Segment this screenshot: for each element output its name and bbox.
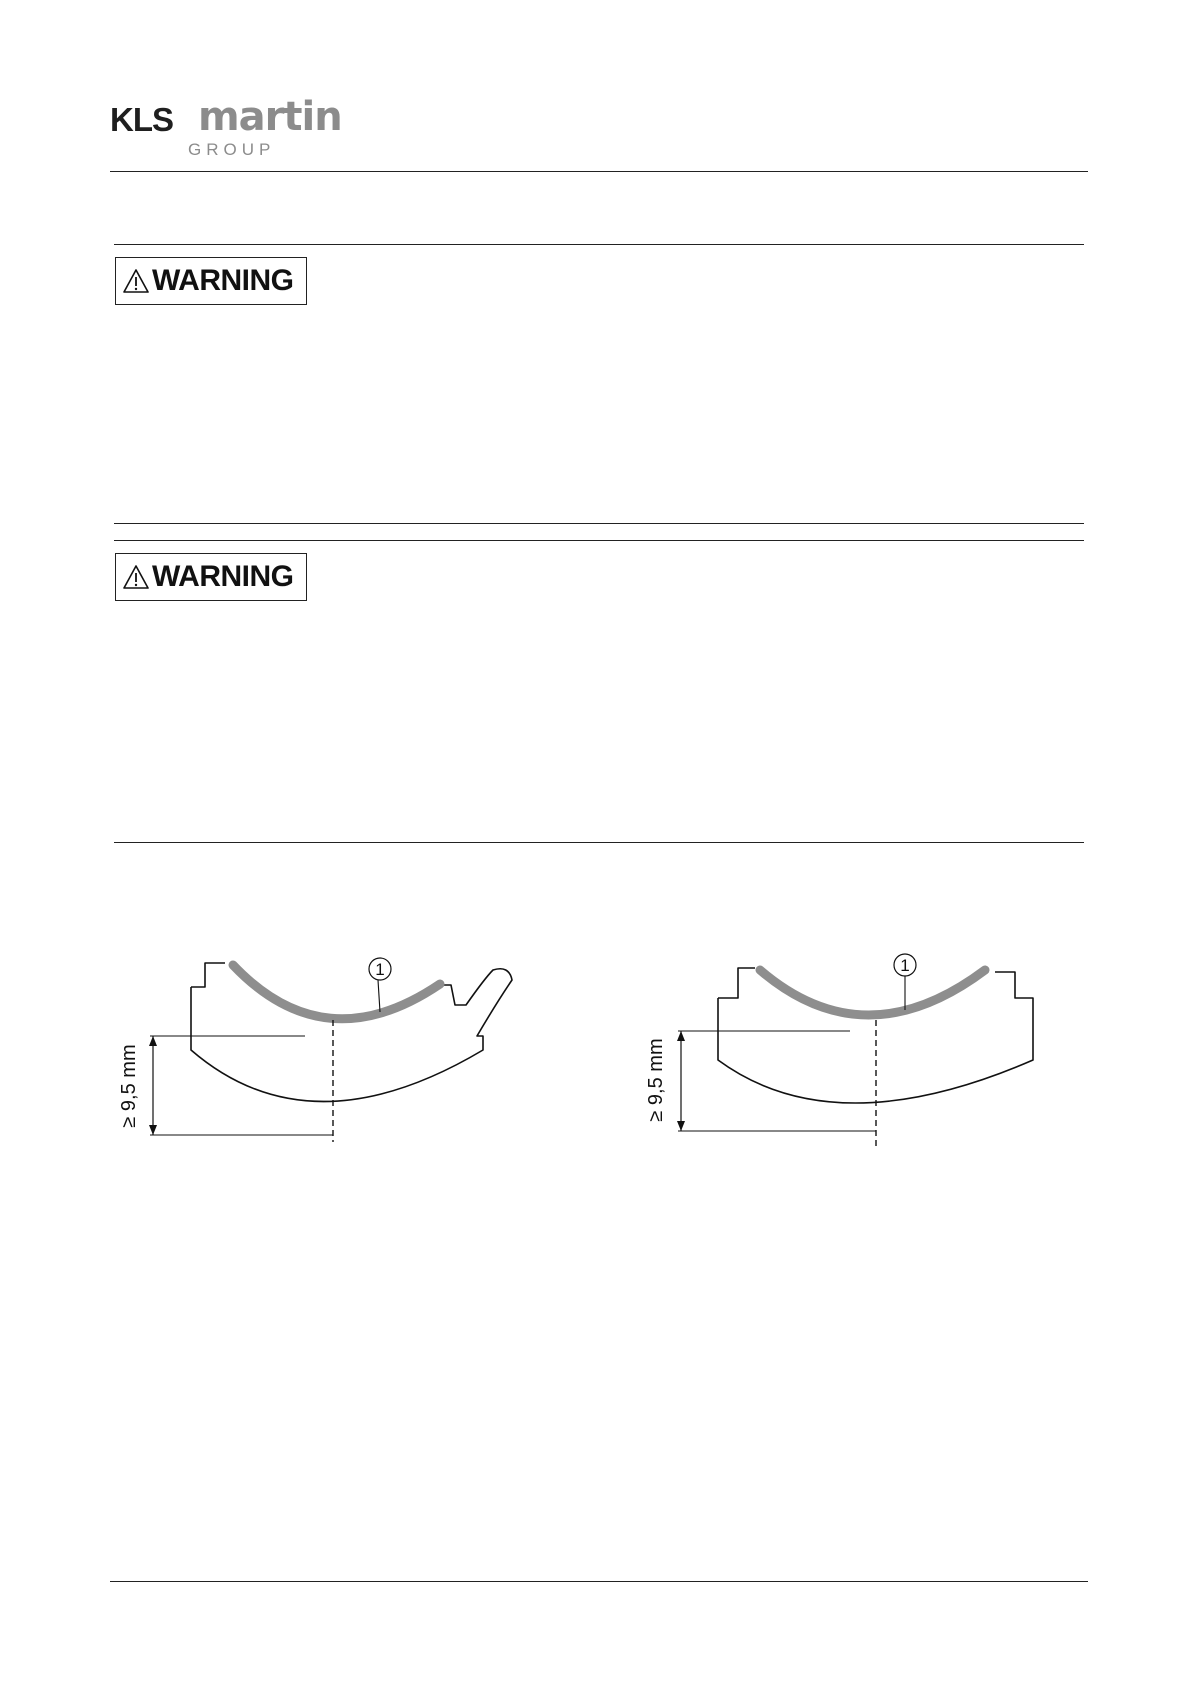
logo-martin-text: martin <box>198 94 342 140</box>
warning-2-label: WARNING <box>152 560 294 593</box>
logo-group-text: GROUP <box>188 140 276 159</box>
warning-2-box <box>115 553 307 601</box>
dim-arrow-top <box>677 1031 685 1041</box>
body-left-step <box>718 968 755 998</box>
figure-right <box>635 950 1055 1160</box>
lead-band <box>233 965 440 1019</box>
callout-number: 1 <box>900 956 910 975</box>
warning-1-box <box>115 257 307 305</box>
callout-number: 1 <box>375 960 385 979</box>
warning-triangle-icon <box>122 564 150 590</box>
logo-kls-text: KLS <box>110 101 173 138</box>
body-left-step <box>191 963 225 987</box>
dimension-label: ≥ 9,5 mm <box>645 1038 667 1122</box>
footer-rule <box>110 1581 1088 1582</box>
figure-left <box>105 950 525 1160</box>
dim-arrow-bottom <box>677 1121 685 1131</box>
warning-2-bottom-rule <box>114 842 1084 843</box>
header-rule <box>110 171 1088 172</box>
dim-arrow-top <box>149 1036 157 1046</box>
figure-left-drawing <box>105 950 525 1160</box>
company-logo <box>110 94 360 162</box>
warning-1-label: WARNING <box>152 264 294 297</box>
warning-1-bottom-rule <box>114 523 1084 524</box>
warning-triangle-icon <box>122 268 150 294</box>
warning-2-top-rule <box>114 540 1084 541</box>
warning-1-top-rule <box>114 244 1084 245</box>
lead-band <box>760 970 985 1015</box>
figure-right-drawing <box>635 950 1055 1160</box>
dim-arrow-bottom <box>149 1125 157 1135</box>
dimension-label: ≥ 9,5 mm <box>118 1044 140 1128</box>
body-outline <box>191 969 512 1102</box>
callout-leader <box>378 980 380 1012</box>
